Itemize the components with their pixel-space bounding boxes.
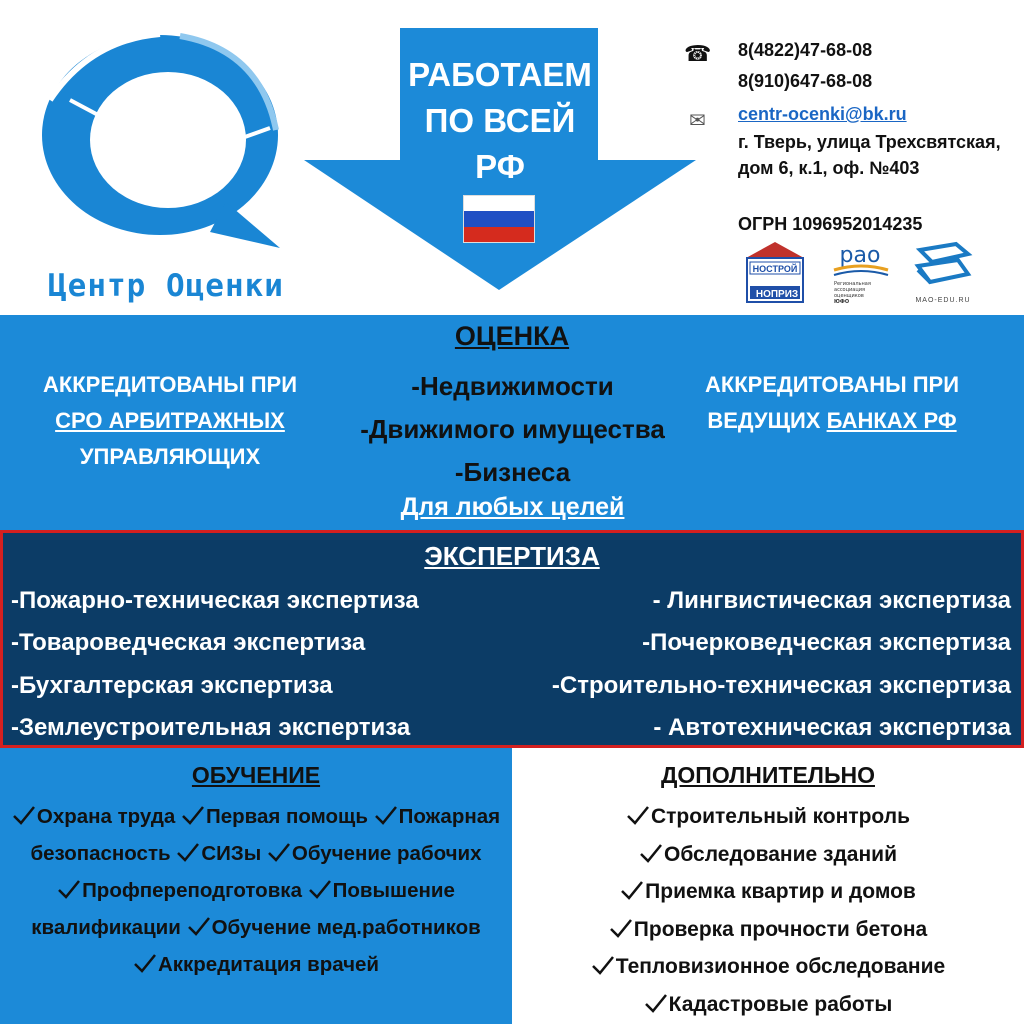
ocenka-left-line-3: УПРАВЛЯЮЩИХ xyxy=(79,444,261,469)
obuchenie-item: квалификации xyxy=(31,916,181,939)
checkmark-icon xyxy=(644,986,669,1024)
list-item xyxy=(512,798,1024,836)
checkmark-icon xyxy=(308,872,333,909)
arrow-line-2: ПО ВСЕЙ xyxy=(424,102,576,139)
address-line-1: г. Тверь, улица Трехсвятская, xyxy=(738,132,1001,152)
obuchenie-section xyxy=(0,748,512,1024)
list-item xyxy=(512,873,1024,911)
mao-caption: MAO-EDU.RU xyxy=(915,297,971,304)
obuchenie-item: безопасность xyxy=(30,842,171,865)
ocenka-item: -Бизнеса xyxy=(454,457,571,487)
ocenka-items xyxy=(330,365,695,494)
expertiza-item: -Почерковедческая экспертиза xyxy=(642,629,1011,656)
obuchenie-item: Профпереподготовка xyxy=(82,879,302,902)
checkmark-icon xyxy=(374,798,399,835)
russian-flag-icon xyxy=(463,195,535,243)
obuchenie-item: СИЗы xyxy=(201,842,262,865)
checkmark-icon xyxy=(187,909,212,946)
obuchenie-title: ОБУЧЕНИЕ xyxy=(191,762,321,788)
dopolnitelno-item: Приемка квартир и домов xyxy=(645,880,916,903)
ocenka-item: -Недвижимости xyxy=(411,371,614,401)
arrow-text xyxy=(400,52,600,190)
mao-badge xyxy=(908,240,978,306)
list-item xyxy=(512,911,1024,949)
dopolnitelno-list xyxy=(512,798,1024,1023)
arrow-line-1: РАБОТАЕМ xyxy=(408,56,592,93)
checkmark-icon xyxy=(181,798,206,835)
mail-icon: ✉ xyxy=(689,108,706,132)
checkmark-icon xyxy=(57,872,82,909)
expertiza-item: -Бухгалтерская экспертиза xyxy=(11,672,333,699)
dopolnitelno-item: Кадастровые работы xyxy=(668,992,893,1016)
rao-badge xyxy=(826,240,896,306)
ogrn: ОГРН 1096952014235 xyxy=(738,214,923,234)
ocenka-right-line-2 xyxy=(702,403,962,439)
ocenka-left-line-1: АККРЕДИТОВАНЫ ПРИ xyxy=(42,372,298,397)
ocenka-goal-link[interactable]: Для любых целей xyxy=(400,493,625,521)
expertiza-item: -Пожарно-техническая экспертиза xyxy=(11,587,419,614)
obuchenie-list xyxy=(2,798,510,983)
rao-caption-4: ЮФО xyxy=(834,299,850,305)
checkmark-icon xyxy=(176,835,201,872)
expertiza-item: - Автотехническая экспертиза xyxy=(653,714,1011,741)
expertiza-title: ЭКСПЕРТИЗА xyxy=(424,541,600,571)
q-logo-icon xyxy=(30,20,305,255)
ocenka-section xyxy=(0,315,1024,530)
checkmark-icon xyxy=(591,948,616,986)
phone-icon: ☎ xyxy=(684,42,712,67)
nostroy-bottom-text: НОПРИЗ xyxy=(755,289,799,300)
checkmark-icon xyxy=(639,836,664,874)
checkmark-icon xyxy=(620,873,645,911)
expertiza-item: -Товароведческая экспертиза xyxy=(11,629,366,656)
dopolnitelno-item: Строительный контроль xyxy=(650,805,910,828)
expertiza-section xyxy=(0,530,1024,748)
ocenka-right-line-1: АККРЕДИТОВАНЫ ПРИ xyxy=(704,372,960,397)
phone-1[interactable]: 8(4822)47-68-08 xyxy=(738,40,873,60)
ocenka-accreditation-banks xyxy=(702,367,962,439)
email-link[interactable]: centr-ocenki@bk.ru xyxy=(738,104,907,124)
rao-logo-text: рао xyxy=(839,243,881,268)
rao-caption-3: оценщиков xyxy=(834,293,864,299)
phone-2[interactable]: 8(910)647-68-08 xyxy=(738,71,873,91)
arrow-line-3: РФ xyxy=(475,148,525,185)
dopolnitelno-title: ДОПОЛНИТЕЛЬНО xyxy=(661,762,875,788)
list-item xyxy=(512,948,1024,986)
dopolnitelno-item: Тепловизионное обследование xyxy=(615,955,946,978)
obuchenie-item: Аккредитация врачей xyxy=(157,953,380,976)
obuchenie-item: Обучение рабочих xyxy=(291,842,482,865)
expertiza-item: -Землеустроительная экспертиза xyxy=(11,714,411,741)
checkmark-icon xyxy=(12,798,37,835)
list-item xyxy=(512,836,1024,874)
dopolnitelno-section xyxy=(512,748,1024,1024)
dopolnitelno-item: Обследование зданий xyxy=(664,842,897,866)
address-line-2: дом 6, к.1, оф. №403 xyxy=(738,158,920,178)
dopolnitelno-item: Проверка прочности бетона xyxy=(633,917,928,941)
logo-text: Центр Оценки xyxy=(48,268,284,304)
obuchenie-item: Охрана труда xyxy=(36,805,176,828)
rao-caption-2: ассоциация xyxy=(834,287,865,293)
ocenka-title: ОЦЕНКА xyxy=(454,321,570,351)
checkmark-icon xyxy=(267,835,292,872)
obuchenie-item: Повышение xyxy=(332,879,455,902)
ocenka-accreditation-sro xyxy=(40,367,300,475)
list-item xyxy=(512,986,1024,1024)
nostroy-badge xyxy=(746,242,804,304)
ocenka-item: -Движимого имущества xyxy=(360,414,665,444)
expertiza-item: - Лингвистическая экспертиза xyxy=(652,587,1011,614)
obuchenie-item: Обучение мед.работников xyxy=(211,916,481,939)
ocenka-right-plain: ВЕДУЩИХ xyxy=(707,408,827,433)
ocenka-left-line-2[interactable]: СРО АРБИТРАЖНЫХ xyxy=(55,408,285,433)
obuchenie-item: Пожарная xyxy=(398,805,501,828)
checkmark-icon xyxy=(626,798,651,836)
obuchenie-item: Первая помощь xyxy=(205,805,368,828)
partner-badges xyxy=(746,240,986,306)
checkmark-icon xyxy=(133,946,158,983)
header xyxy=(0,0,1024,315)
nostroy-top-text: НОСТРОЙ xyxy=(752,264,798,274)
rao-caption-1: Региональная xyxy=(834,281,871,287)
banks-link[interactable]: БАНКАХ РФ xyxy=(826,408,957,433)
expertiza-item: -Строительно-техническая экспертиза xyxy=(551,672,1011,699)
checkmark-icon xyxy=(609,911,634,949)
